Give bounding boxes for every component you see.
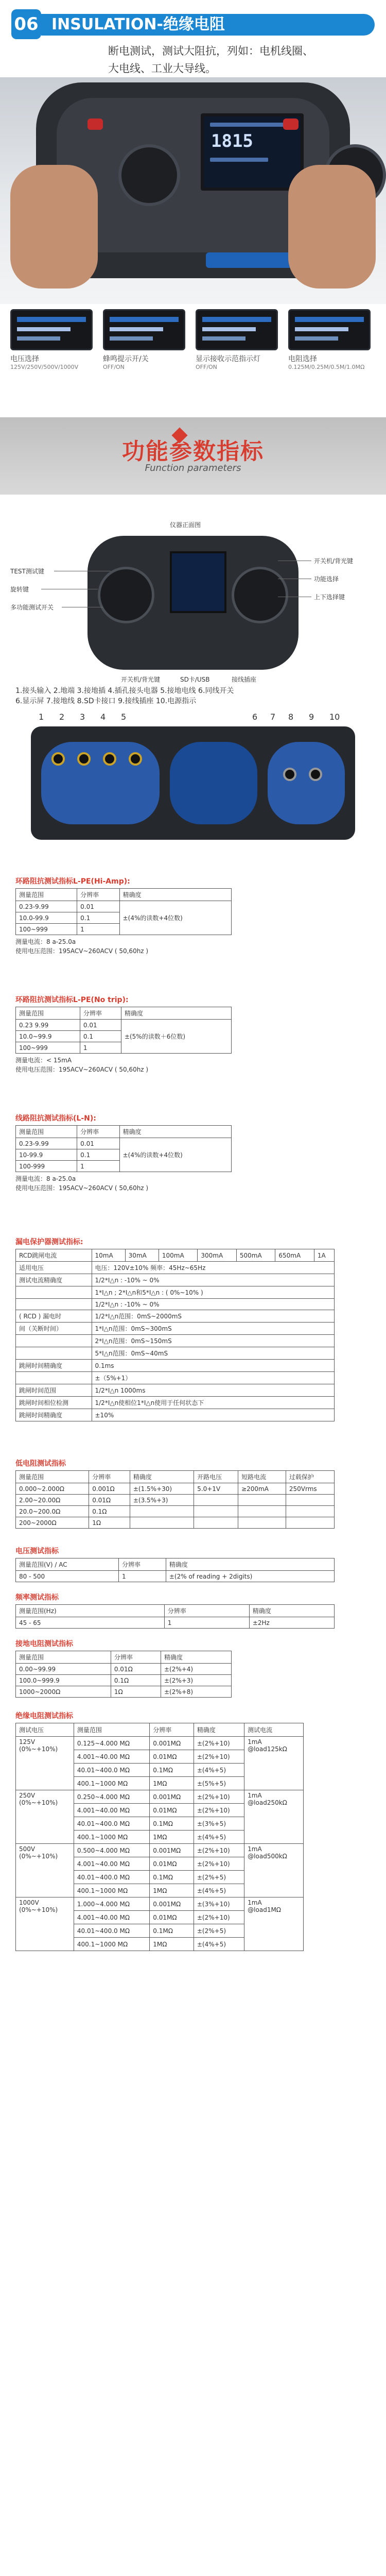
diagram-knob (98, 567, 154, 623)
table-cell: ±（5%+1） (92, 1372, 335, 1384)
table-cell (194, 1506, 238, 1517)
callout-number: 7 (270, 712, 276, 722)
table-cell: 0.1MΩ (150, 1764, 194, 1777)
table-cell: 1MΩ (150, 1938, 194, 1951)
column-header: 开路电压 (194, 1471, 238, 1483)
diagram-title: 仪器正面图 (170, 521, 201, 529)
table-heading: 线路阻抗测试指标(L-N): (15, 1114, 96, 1123)
table-cell (286, 1495, 334, 1506)
table-cell: 1*I△n范围：0mS~300mS (92, 1323, 335, 1335)
table-cell: 0.125~4.000 MΩ (74, 1737, 149, 1750)
column-header: 精确度 (119, 1126, 231, 1138)
table-cell (194, 1495, 238, 1506)
table-cell: 0.01 (77, 1138, 119, 1149)
screen-card (103, 309, 185, 370)
table-cell: 0.1ms (92, 1360, 335, 1372)
column-header: 分辨率 (150, 1723, 194, 1737)
table-row (16, 1262, 335, 1274)
meter-top-view (31, 726, 355, 840)
table-note: 测量电流：< 15mA 使用电压范围：195ACV~260ACV ( 50,60hz ) (15, 1057, 149, 1073)
column-header: 精确度 (161, 1651, 231, 1664)
diagram-label: 功能选择 (314, 575, 339, 583)
table-heading: 接地电阻测试指标 (15, 1640, 73, 1648)
table-cell: ±(2%+8) (161, 1686, 231, 1698)
table-cell: 400.1~1000 MΩ (74, 1884, 149, 1897)
column-header: 精确度 (166, 1558, 334, 1571)
table-cell: 0.01 (80, 1020, 121, 1031)
screen-subcaption: 125V/250V/500V/1000V (10, 364, 79, 370)
banner-title: 功能参数指标 (122, 438, 264, 465)
screen-feature-row (0, 309, 386, 386)
table-cell (16, 1335, 92, 1347)
table-cell: 跳闸时间范围 (16, 1384, 92, 1397)
table-cell: 1 (164, 1617, 249, 1629)
red-button (87, 118, 103, 130)
table-cell: ±(2% of reading + 2digits) (166, 1571, 334, 1582)
section-title: INSULATION-绝缘电阻 (41, 14, 375, 36)
callout-number: 10 (329, 712, 340, 722)
table-cell: ±(4%+5) (194, 1831, 244, 1844)
table-cell (286, 1517, 334, 1529)
table-cell: 0.01MΩ (150, 1750, 194, 1764)
table-cell: 0.1MΩ (150, 1871, 194, 1884)
table-note: 测量电流：8 a-25.0a 使用电压范围：195ACV~260ACV ( 50,60hz ) (15, 938, 149, 955)
table-cell: ±(2%+10) (194, 1844, 244, 1857)
table-cell (286, 1506, 334, 1517)
table-cell: 0.1MΩ (150, 1924, 194, 1938)
callout-number: 6 (252, 712, 258, 722)
table-row (16, 1323, 335, 1335)
table-cell: 80 - 500 (16, 1571, 119, 1582)
screen-caption: 电阻选择 (288, 355, 317, 363)
table-cell: ±(4%的读数+4位数) (119, 901, 231, 935)
table-cell: 跳闸时间精确度 (16, 1360, 92, 1372)
table-cell: 2.00~20.00Ω (16, 1495, 89, 1506)
table-cell: 0.1Ω (89, 1506, 130, 1517)
screen-card (196, 309, 278, 370)
red-button (283, 118, 299, 130)
table-cell: 跳闸时间精确度 (16, 1409, 92, 1421)
column-header: 测量范围 (16, 1007, 80, 1020)
callout-number: 8 (288, 712, 294, 722)
screen-subcaption: OFF/ON (196, 364, 217, 370)
row-header: RCD跳闸电流 (16, 1249, 92, 1262)
table-cell: 10-99.9 (16, 1149, 77, 1161)
left-hand (10, 165, 98, 289)
table-cell: ≥200mA (238, 1483, 286, 1495)
description-line: 断电测试，测试大阻抗，列如：电机线圈、 (108, 45, 313, 57)
table-cell: 1/2*I△n使相位1*I△n使用于任何状态下 (92, 1397, 335, 1409)
meter-diagram (0, 515, 386, 845)
table-cell: 45 - 65 (16, 1617, 165, 1629)
column-header: 测试电流 (244, 1723, 304, 1737)
table-cell: 0.001MΩ (150, 1844, 194, 1857)
diagram-label: 开关机/背光键 (121, 676, 161, 683)
diagram-legend: 6.显示屏 7.接地线 8.SD卡接口 9.接线插座 10.电源指示 (15, 697, 197, 705)
table-row (16, 1335, 335, 1347)
diagram-legend: 1.接头输入 2.地端 3.接地插 4.插孔接头电器 5.接地电线 6.同线开关 (15, 687, 234, 695)
callout-number: 1 (39, 712, 44, 722)
test-voltage-cell: 125V (0%~+10%) (16, 1737, 74, 1790)
screen-subcaption: OFF/ON (103, 364, 125, 370)
table-cell: 1 (77, 924, 119, 935)
table-cell: 1MΩ (150, 1777, 194, 1790)
callout-number: 9 (309, 712, 314, 722)
column-header: 测量范围 (16, 1471, 89, 1483)
description-line: 大电线、工业大导线。 (108, 62, 216, 75)
table-cell (16, 1347, 92, 1360)
table-row (16, 1384, 335, 1397)
table-cell: 250Vrms (286, 1483, 334, 1495)
table-cell: 0.001MΩ (150, 1897, 194, 1911)
table-cell: 100~999 (16, 1042, 80, 1054)
table-cell: 测试电流精确度 (16, 1274, 92, 1286)
table-row (16, 1310, 335, 1323)
column-header: 精确度 (121, 1007, 231, 1020)
column-header: 100mA (159, 1249, 198, 1262)
column-header: 500mA (236, 1249, 275, 1262)
frequency-table (15, 1592, 371, 1629)
column-header: 短路电流 (238, 1471, 286, 1483)
callout-number: 2 (59, 712, 65, 722)
table-cell: 1/2*I△n : -10% ~ 0% (92, 1299, 335, 1310)
section-description (108, 42, 365, 77)
table-cell: 0.250~4.000 MΩ (74, 1790, 149, 1804)
table-cell: ±(1.5%+30) (130, 1483, 194, 1495)
table-cell: 100-999 (16, 1161, 77, 1172)
table-cell: 1.000~4.000 MΩ (74, 1897, 149, 1911)
column-header: 测量范围(V) / AC (16, 1558, 119, 1571)
table-cell: ±(2%+10) (194, 1790, 244, 1804)
table-cell: ±2Hz (249, 1617, 334, 1629)
table-header-row (16, 1558, 335, 1571)
table-row (16, 1617, 335, 1629)
table-cell: 0.23-9.99 (16, 1138, 77, 1149)
test-voltage-cell: 500V (0%~+10%) (16, 1844, 74, 1897)
table-cell: 1/2*I△n 1000ms (92, 1384, 335, 1397)
column-header: 测试电压 (16, 1723, 74, 1737)
table-row (16, 1571, 335, 1582)
interface-panel (268, 742, 345, 824)
test-current-cell: 1mA @load1MΩ (244, 1897, 304, 1951)
column-header: 精确度 (130, 1471, 194, 1483)
table-cell: 40.01~400.0 MΩ (74, 1817, 149, 1831)
table-cell: ±(4%的读数+4位数) (119, 1138, 231, 1172)
column-header: 测量范围 (16, 889, 77, 901)
table-cell: 1/2*I△n范围：0mS~2000mS (92, 1310, 335, 1323)
table-cell: 10.0-99.9 (16, 912, 77, 924)
column-header: 10mA (92, 1249, 125, 1262)
test-current-cell: 1mA @load500kΩ (244, 1844, 304, 1897)
column-header: 30mA (125, 1249, 159, 1262)
table-cell: ±(2%+10) (194, 1911, 244, 1924)
table-cell: 跳闸时间相位检测 (16, 1397, 92, 1409)
table-heading: 低电阻测试指标 (15, 1460, 66, 1468)
screen-caption: 蜂鸣提示开/关 (103, 355, 149, 363)
meter-readout: 1815 (211, 131, 253, 151)
table-cell: 0.1Ω (111, 1675, 161, 1686)
table-cell: 适用电压 (16, 1262, 92, 1274)
table-cell (16, 1372, 92, 1384)
table-cell: ±(2%+4) (161, 1664, 231, 1675)
voltage-table (15, 1546, 371, 1582)
table-header-row (16, 1605, 335, 1617)
table-row (16, 1020, 232, 1031)
low-resistance-table (15, 1458, 371, 1529)
terminal-panel (41, 742, 160, 824)
table-cell: 400.1~1000 MΩ (74, 1938, 149, 1951)
column-header: 过载保护 (286, 1471, 334, 1483)
screen-thumbnail (288, 309, 371, 350)
diagram-label: 上下选择键 (314, 594, 345, 601)
table-cell: 1*I△n ; 2*I△n和5*I△n : ( 0%~10% ) (92, 1286, 335, 1299)
table-cell: 0.1 (80, 1031, 121, 1042)
function-strip (206, 252, 299, 268)
column-header: 分辨率 (164, 1605, 249, 1617)
screen-thumbnail (196, 309, 278, 350)
screen-card (10, 309, 93, 370)
table-cell: 1000~2000Ω (16, 1686, 111, 1698)
table-cell: 0.23-9.99 (16, 901, 77, 912)
table-heading: 电压测试指标 (15, 1547, 59, 1555)
table-cell: 间（关断时间） (16, 1323, 92, 1335)
table-cell (130, 1517, 194, 1529)
column-header: 精确度 (119, 889, 231, 901)
test-voltage-cell: 250V (0%~+10%) (16, 1790, 74, 1844)
table-cell (16, 1299, 92, 1310)
table-cell: 1 (77, 1161, 119, 1172)
table-cell: 1 (80, 1042, 121, 1054)
table-cell: 0.01MΩ (150, 1857, 194, 1871)
hero-photo (0, 77, 386, 304)
banner-subtitle: Function parameters (145, 463, 241, 473)
section-header (0, 0, 386, 77)
table-cell: ±(2%+5) (194, 1871, 244, 1884)
table-note: 测量电流：8 a-25.0a 使用电压范围：195ACV~260ACV ( 50,60hz ) (15, 1175, 149, 1192)
table-cell: ±(4%+5) (194, 1938, 244, 1951)
column-header: 分辨率 (77, 1126, 119, 1138)
table-row (16, 1897, 304, 1911)
table-cell: ±(2%+10) (194, 1737, 244, 1750)
table-cell (238, 1495, 286, 1506)
table-cell: 0.01MΩ (150, 1911, 194, 1924)
column-header: 分辨率 (89, 1471, 130, 1483)
table-cell: 5*I△n范围：0mS~40mS (92, 1347, 335, 1360)
callout-number: 5 (121, 712, 127, 722)
loop-impedance-no-trip-table (15, 994, 371, 1074)
table-cell: 40.01~400.0 MΩ (74, 1871, 149, 1884)
table-header-row (16, 1651, 232, 1664)
function-params-banner (0, 417, 386, 495)
table-cell: ±(2%+10) (194, 1750, 244, 1764)
table-row (16, 1347, 335, 1360)
table-heading: 环路阻抗测试指标L-PE(Hi-Amp): (15, 877, 130, 886)
line-impedance-table (15, 1113, 371, 1193)
table-row (16, 1397, 335, 1409)
table-cell: 1Ω (89, 1517, 130, 1529)
diagram-label: 旋转键 (10, 586, 29, 593)
diagram-knob (232, 567, 288, 623)
diagram-screen (170, 551, 226, 613)
table-cell: ±(2%+10) (194, 1857, 244, 1871)
table-cell: 100~999 (16, 924, 77, 935)
table-cell: 0.001MΩ (150, 1737, 194, 1750)
table-cell: 2*I△n范围：0mS~150mS (92, 1335, 335, 1347)
column-header: 分辨率 (111, 1651, 161, 1664)
table-cell: 0.1MΩ (150, 1817, 194, 1831)
table-cell (238, 1517, 286, 1529)
insulation-table (15, 1710, 371, 1951)
table-cell: 1/2*I△n : -10% ~ 0% (92, 1274, 335, 1286)
table-cell: 100.0~999.9 (16, 1675, 111, 1686)
table-cell: 0.00~99.99 (16, 1664, 111, 1675)
table-cell: 10.0~99.9 (16, 1031, 80, 1042)
column-header: 分辨率 (77, 889, 119, 901)
table-cell: 1MΩ (150, 1831, 194, 1844)
table-cell: 40.01~400.0 MΩ (74, 1924, 149, 1938)
test-voltage-cell: 1000V (0%~+10%) (16, 1897, 74, 1951)
table-cell: 0.01MΩ (150, 1804, 194, 1817)
table-cell: 0.23 9.99 (16, 1020, 80, 1031)
diagram-label: TEST测试键 (10, 568, 44, 575)
table-cell: ±(4%+5) (194, 1884, 244, 1897)
screen-card (288, 309, 371, 370)
table-cell: 200~2000Ω (16, 1517, 89, 1529)
table-row (16, 1360, 335, 1372)
column-header: 精确度 (194, 1723, 244, 1737)
table-row (16, 1138, 232, 1149)
table-heading: 漏电保护器测试指标: (15, 1238, 83, 1246)
column-header: 分辨率 (80, 1007, 121, 1020)
right-hand (288, 165, 376, 289)
table-row (16, 1409, 335, 1421)
table-cell: 20.0~200.0Ω (16, 1506, 89, 1517)
column-header: 300mA (198, 1249, 237, 1262)
table-cell (130, 1506, 194, 1517)
table-cell: 0.01Ω (89, 1495, 130, 1506)
table-cell: 4.001~40.00 MΩ (74, 1804, 149, 1817)
table-row (16, 901, 232, 912)
table-row (16, 1517, 335, 1529)
screen-subcaption: 0.125M/0.25M/0.5M/1.0MΩ (288, 364, 365, 370)
column-header: 测量范围 (16, 1126, 77, 1138)
screen-caption: 电压选择 (10, 355, 39, 363)
table-heading: 环路阻抗测试指标L-PE(No trip): (15, 996, 129, 1004)
table-cell: ±(2%+3) (161, 1675, 231, 1686)
diagram-label: 多功能测试开关 (10, 604, 54, 611)
table-cell: ±10% (92, 1409, 335, 1421)
center-panel (170, 742, 257, 824)
table-cell: 电压：120V±10% 频率：45Hz~65Hz (92, 1262, 335, 1274)
section-number: 06 (11, 9, 41, 39)
column-header: 650mA (275, 1249, 314, 1262)
table-row (16, 1299, 335, 1310)
table-cell (194, 1517, 238, 1529)
table-cell (16, 1286, 92, 1299)
table-cell: 1 (118, 1571, 166, 1582)
column-header: 测量范围(Hz) (16, 1605, 165, 1617)
left-knob (118, 144, 180, 206)
screen-caption: 显示接收示范指示灯 (196, 355, 260, 363)
table-cell: 0.1 (77, 912, 119, 924)
table-row (16, 1790, 304, 1804)
column-header: 测量范围 (74, 1723, 149, 1737)
column-header: 1A (314, 1249, 334, 1262)
table-cell: 40.01~400.0 MΩ (74, 1764, 149, 1777)
table-cell: ±(3.5%+3) (130, 1495, 194, 1506)
table-cell: 0.500~4.000 MΩ (74, 1844, 149, 1857)
table-cell: 4.001~40.00 MΩ (74, 1911, 149, 1924)
table-row (16, 1737, 304, 1750)
diagram-label: SD卡/USB (180, 676, 210, 683)
table-cell: 400.1~1000 MΩ (74, 1831, 149, 1844)
rcd-test-table (15, 1236, 371, 1421)
diagram-meter (87, 536, 299, 670)
test-current-cell: 1mA @load250kΩ (244, 1790, 304, 1844)
table-cell: ±(5%的读数＋6位数) (121, 1020, 231, 1054)
table-row (16, 1286, 335, 1299)
callout-number: 3 (80, 712, 85, 722)
table-row (16, 1675, 232, 1686)
table-row (16, 1274, 335, 1286)
table-cell: 0.000~2.000Ω (16, 1483, 89, 1495)
table-heading: 频率测试指标 (15, 1594, 59, 1602)
table-cell: 0.01Ω (111, 1664, 161, 1675)
column-header: 测量范围 (16, 1651, 111, 1664)
diagram-label: 开关机/背光键 (314, 557, 354, 565)
table-row (16, 1372, 335, 1384)
column-header: 精确度 (249, 1605, 334, 1617)
table-header-row (16, 1723, 304, 1737)
diagram-label: 接线插座 (232, 676, 257, 683)
table-row (16, 1686, 232, 1698)
table-cell: 0.001MΩ (150, 1790, 194, 1804)
table-cell: ±(3%+5) (194, 1817, 244, 1831)
table-cell: 5.0+1V (194, 1483, 238, 1495)
table-heading: 绝缘电阻测试指标 (15, 1712, 73, 1720)
table-cell: 0.01 (77, 901, 119, 912)
table-cell: 1Ω (111, 1686, 161, 1698)
callout-number: 4 (100, 712, 106, 722)
earth-resistance-table (15, 1638, 371, 1698)
table-cell: 0.001Ω (89, 1483, 130, 1495)
table-header-row (16, 1471, 335, 1483)
column-header: 分辨率 (118, 1558, 166, 1571)
table-cell: 0.1 (77, 1149, 119, 1161)
screen-thumbnail (103, 309, 185, 350)
table-row (16, 1495, 335, 1506)
table-cell: 1MΩ (150, 1884, 194, 1897)
table-row (16, 1506, 335, 1517)
table-cell (238, 1506, 286, 1517)
table-cell: 4.001~40.00 MΩ (74, 1857, 149, 1871)
table-row (16, 1483, 335, 1495)
table-cell: ±(2%+5) (194, 1924, 244, 1938)
table-cell: ±(5%+5) (194, 1777, 244, 1790)
table-cell: ( RCD ) 漏电时 (16, 1310, 92, 1323)
table-cell: 400.1~1000 MΩ (74, 1777, 149, 1790)
table-row (16, 1664, 232, 1675)
loop-impedance-hi-amp-table (15, 876, 371, 956)
table-cell: 4.001~40.00 MΩ (74, 1750, 149, 1764)
table-row (16, 1844, 304, 1857)
table-cell: ±(3%+10) (194, 1897, 244, 1911)
table-cell: ±(2%+10) (194, 1804, 244, 1817)
screen-thumbnail (10, 309, 93, 350)
test-current-cell: 1mA @load125kΩ (244, 1737, 304, 1790)
table-cell: ±(4%+5) (194, 1764, 244, 1777)
